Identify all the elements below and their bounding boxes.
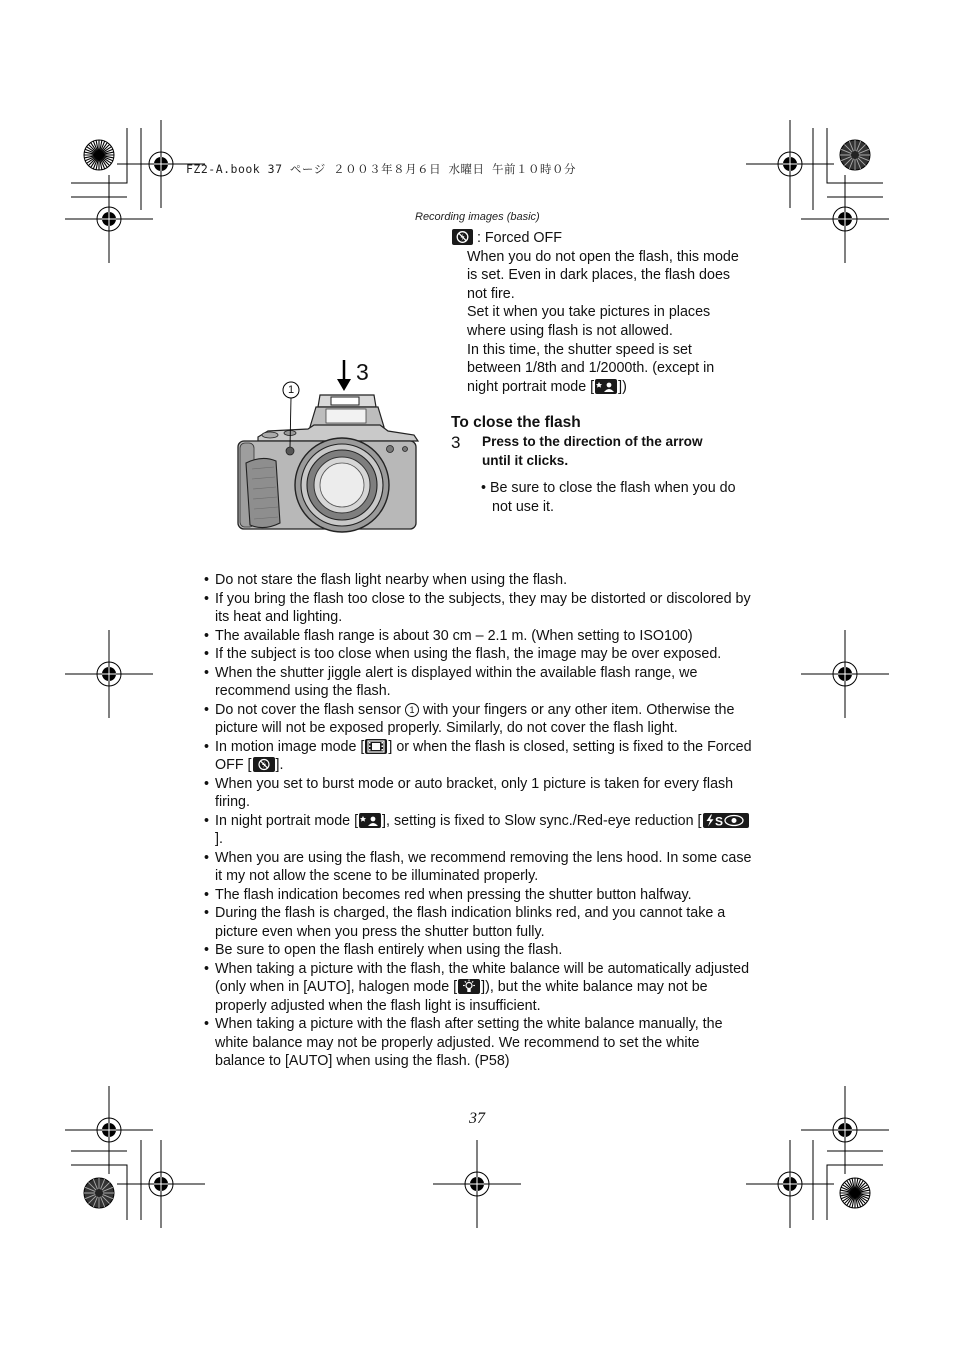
note-item: • In motion image mode [ ] or when the flash is closed, setting is fixed to the Forced OFF [ ]. xyxy=(204,738,752,775)
forced-off-line: not fire. xyxy=(467,285,515,302)
forced-off-line: Set it when you take pictures in places xyxy=(467,304,711,321)
note-item: • When you set to burst mode or auto bracket, only 1 picture is taken for every flash firing. xyxy=(204,775,752,812)
note-item: • The flash indication becomes red when pressing the shutter button halfway. xyxy=(204,886,752,905)
forced-off-line: When you do not open the flash, this mode xyxy=(467,248,739,265)
slow-sync-red-eye-icon xyxy=(703,813,749,828)
forced-off-label: : Forced OFF xyxy=(476,230,562,246)
forced-off-last-line: night portrait mode [ ]) xyxy=(467,378,627,395)
step-instruction-line: Press to the direction of the arrow xyxy=(482,434,703,449)
callout-1-label: 1 xyxy=(287,384,295,396)
close-flash-note-line: not use it. xyxy=(492,498,554,515)
forced-off-line: where using flash is not allowed. xyxy=(467,322,673,339)
step-instruction-line: until it clicks. xyxy=(482,452,569,468)
flash-notes-list xyxy=(204,571,752,1071)
note-item: • When the shutter jiggle alert is displayed within the available flash range, we recommend using the flash. xyxy=(204,664,752,701)
flash-off-icon xyxy=(253,757,275,772)
close-flash-step xyxy=(451,433,751,470)
close-flash-note-line: • Be sure to close the flash when you do xyxy=(481,480,736,496)
note-item: • If you bring the flash too close to the subjects, they may be distorted or discolored by its heat and lighting. xyxy=(204,590,752,627)
note-item: • If the subject is too close when using the flash, the image may be over exposed. xyxy=(204,645,752,664)
page-number: 37 xyxy=(469,1110,485,1127)
svg-text:S: S xyxy=(714,814,723,828)
flash-off-icon xyxy=(452,229,473,245)
motion-image-icon xyxy=(365,739,387,754)
note-item: • Do not cover the flash sensor 1 with your fingers or any other item. Otherwise the picture will not be exposed properly. Similarly, do not cover the flash light. xyxy=(204,701,752,738)
forced-off-section xyxy=(452,229,752,396)
note-item: • When taking a picture with the flash after setting the white balance manually, the white balance may not be properly adjusted. We recommend to set the white balance to [AUTO] when using the flash. (P58) xyxy=(204,1015,752,1071)
callout-1-ref: 1 xyxy=(405,703,419,717)
night-portrait-icon xyxy=(359,813,381,828)
note-item: • Do not stare the flash light nearby when using the flash. xyxy=(204,571,752,590)
note-item: • When you are using the flash, we recommend removing the lens hood. In some case it my not allow the scene to be illuminated properly. xyxy=(204,849,752,886)
note-item: • In night portrait mode [ ], setting is fixed to Slow sync./Red-eye reduction [ S ]. xyxy=(204,812,752,849)
close-flash-note xyxy=(481,479,756,516)
print-file-info: FZ2-A.book 37 ページ ２００３年８月６日 水曜日 午前１０時０分 xyxy=(186,162,576,176)
step-number: 3 xyxy=(451,433,461,452)
forced-off-line: In this time, the shutter speed is set xyxy=(467,341,692,358)
note-item: • The available flash range is about 30 cm – 2.1 m. (When setting to ISO100) xyxy=(204,627,752,646)
callout-3-label: 3 xyxy=(356,359,369,385)
note-item: • During the flash is charged, the flash indication blinks red, and you cannot take a picture even when you press the shutter button fully. xyxy=(204,904,752,941)
forced-off-line: between 1/8th and 1/2000th. (except in xyxy=(467,360,715,377)
night-portrait-icon xyxy=(595,379,617,394)
camera-illustration xyxy=(228,355,424,535)
forced-off-line: is set. Even in dark places, the flash does xyxy=(467,267,731,284)
note-item: • When taking a picture with the flash, the white balance will be automatically adjusted (only when in [AUTO], halogen mode [ ]), but the white balance may not be properly adjusted when the flash light is insufficient. xyxy=(204,960,752,1016)
halogen-icon xyxy=(458,979,480,994)
close-flash-heading: To close the flash xyxy=(451,414,581,431)
section-title: Recording images (basic) xyxy=(415,211,540,223)
note-item: • Be sure to open the flash entirely when using the flash. xyxy=(204,941,752,960)
